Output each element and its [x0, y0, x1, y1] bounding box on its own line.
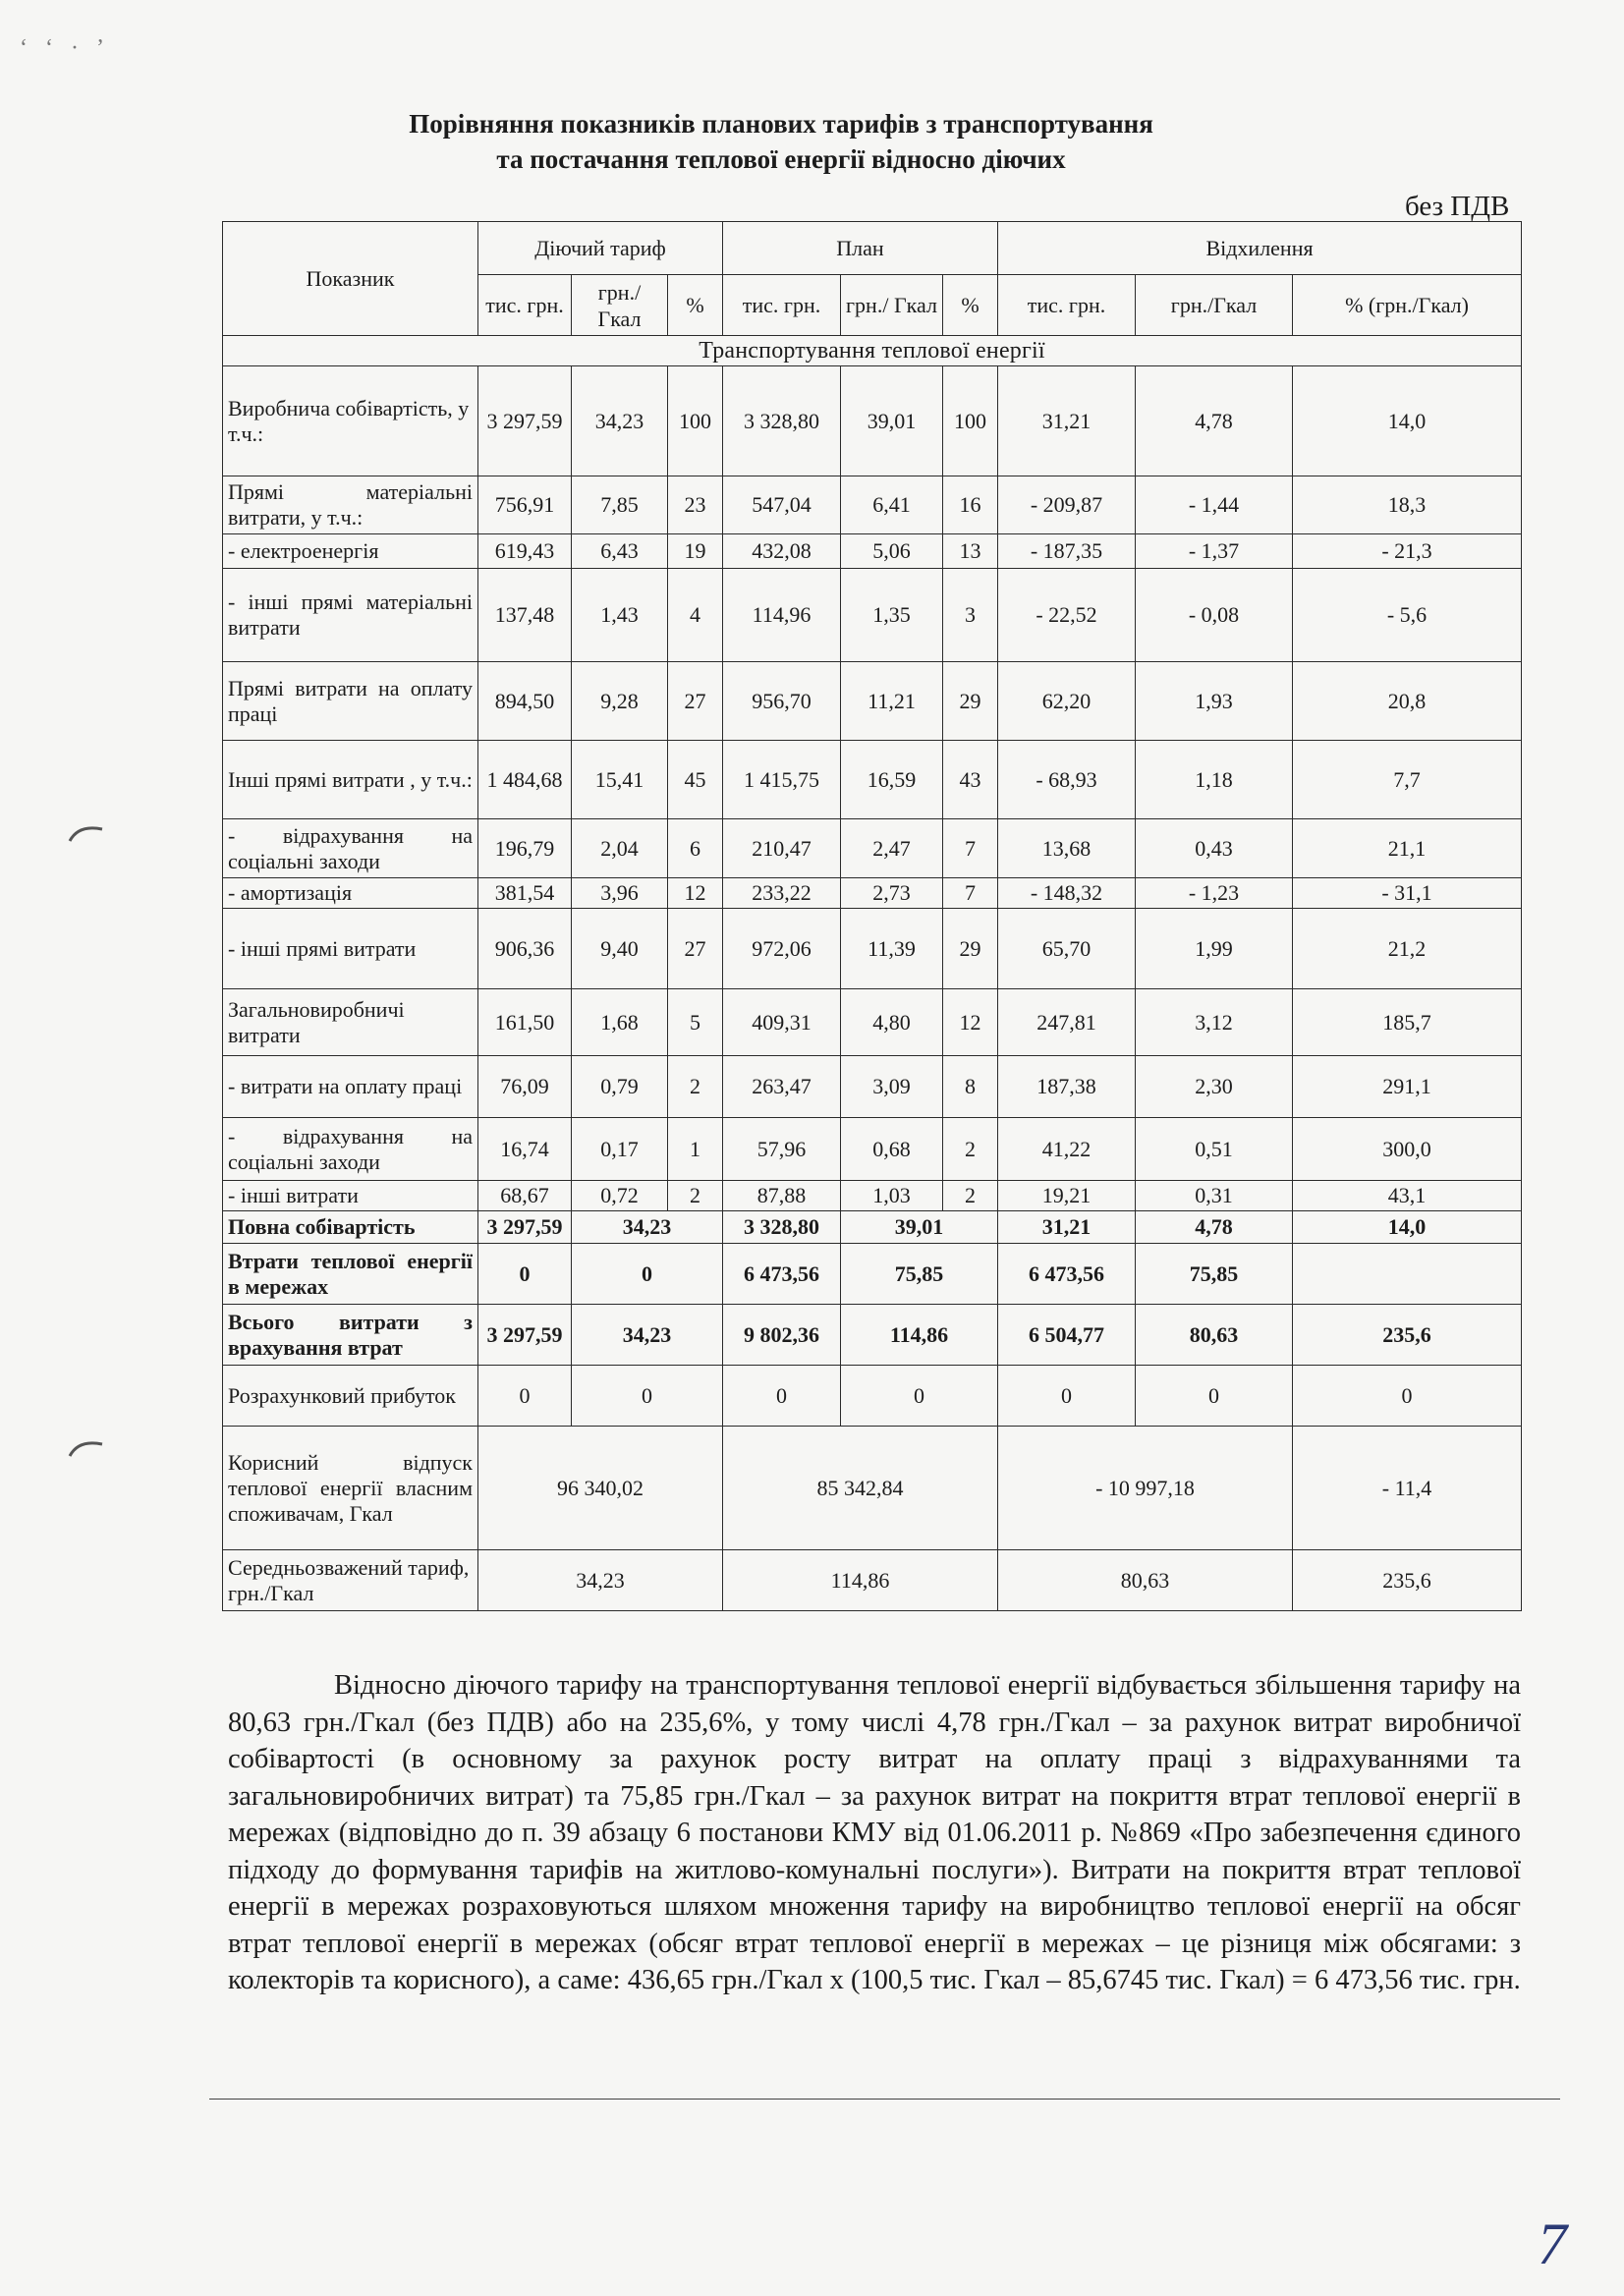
cell: 15,41	[572, 741, 668, 819]
row-label: - інші прямі витрати	[223, 909, 478, 989]
cell: 23	[668, 476, 723, 534]
section-title: Транспортування теплової енергії	[223, 336, 1522, 366]
cell: 196,79	[478, 819, 572, 878]
header-plan: План	[723, 222, 998, 275]
header-deviation: Відхилення	[998, 222, 1522, 275]
cell: 7	[943, 819, 998, 878]
cell: 0,17	[572, 1118, 668, 1181]
cell: - 1,37	[1136, 534, 1293, 569]
cell: 14,0	[1293, 366, 1522, 476]
table-row	[223, 366, 1522, 476]
cell: 1,93	[1136, 662, 1293, 741]
cell: 9,40	[572, 909, 668, 989]
cell: - 22,52	[998, 569, 1136, 662]
cell: 0,72	[572, 1181, 668, 1211]
cell: 96 340,02	[478, 1427, 723, 1550]
cell: 1,99	[1136, 909, 1293, 989]
row-label: - інші витрати	[223, 1181, 478, 1211]
cell: 29	[943, 662, 998, 741]
cell: 12	[668, 878, 723, 909]
cell: 956,70	[723, 662, 841, 741]
cell: 137,48	[478, 569, 572, 662]
table-row	[223, 741, 1522, 819]
explanation-paragraph: Відносно діючого тарифу на транспортування теплової енергії відбувається збільшення тарифу на 80,63 грн./Гкал (без ПДВ) або на 235,6%, у тому числі 4,78 грн./Гкал – за рахунок витрат виробничої собівартості (в основному за рахунок росту витрат на оплату праці з відрахуваннями та загальновиробничих витрат) та 75,85 грн./Гкал – за рахунок витрат на покриття втрат теплової енергії в мережах (відповідно до п. 39 абзацу 6 постанови КМУ від 01.06.2011 р. №869 «Про забезпечення єдиного підходу до формування тарифів на житлово-комунальні послуги»). Витрати на покриття втрат теплової енергії в мережах розраховуються шляхом множення тарифу на виробництво теплової енергії на обсяг втрат теплової енергії в мережах (обсяг втрат теплової енергії в мережах – це різниця між обсягами: з колекторів та корисного), а саме: 436,65 грн./Гкал х (100,5 тис. Гкал – 85,6745 тис. Гкал) = 6 473,56 тис. грн.	[228, 1670, 1521, 1995]
cell: 31,21	[998, 366, 1136, 476]
table-row	[223, 534, 1522, 569]
row-label: - відрахування на соціальні заходи	[223, 1118, 478, 1181]
row-label: Виробнича собівартість, у т.ч.:	[223, 366, 478, 476]
cell: 263,47	[723, 1056, 841, 1118]
cell: 20,8	[1293, 662, 1522, 741]
table-row	[223, 819, 1522, 878]
cell: 2	[943, 1181, 998, 1211]
cell: 291,1	[1293, 1056, 1522, 1118]
cell: - 209,87	[998, 476, 1136, 534]
table-row	[223, 989, 1522, 1056]
cell: 2,47	[841, 819, 943, 878]
cell: 3,12	[1136, 989, 1293, 1056]
cell: 75,85	[1136, 1244, 1293, 1305]
cell: 39,01	[841, 1211, 998, 1244]
cell: 0,43	[1136, 819, 1293, 878]
cell: 65,70	[998, 909, 1136, 989]
cell	[1293, 1244, 1522, 1305]
row-label: - електроенергія	[223, 534, 478, 569]
cell: 0,31	[1136, 1181, 1293, 1211]
cell: 80,63	[998, 1550, 1293, 1611]
cell: 18,3	[1293, 476, 1522, 534]
cell: - 1,44	[1136, 476, 1293, 534]
cell: - 5,6	[1293, 569, 1522, 662]
cell: 3 297,59	[478, 366, 572, 476]
row-label: Загальновиробничі витрати	[223, 989, 478, 1056]
cell: - 21,3	[1293, 534, 1522, 569]
cell: 0	[478, 1366, 572, 1427]
cell: 381,54	[478, 878, 572, 909]
cell: 62,20	[998, 662, 1136, 741]
cell: 4,78	[1136, 366, 1293, 476]
tariff-comparison-table	[222, 221, 1522, 1611]
cell: 1 484,68	[478, 741, 572, 819]
cell: 114,86	[723, 1550, 998, 1611]
table-row	[223, 1118, 1522, 1181]
cell: 0	[1293, 1366, 1522, 1427]
page-number: 7	[1538, 2212, 1567, 2276]
cell: 3	[943, 569, 998, 662]
title-line-1: Порівняння показників планових тарифів з транспортування	[409, 109, 1153, 139]
header-plan-percent: %	[943, 275, 998, 336]
header-current-uah-gcal: грн./ Гкал	[572, 275, 668, 336]
cell: 235,6	[1293, 1305, 1522, 1366]
cell: 0,51	[1136, 1118, 1293, 1181]
cell: - 31,1	[1293, 878, 1522, 909]
cell: 39,01	[841, 366, 943, 476]
cell: 0,79	[572, 1056, 668, 1118]
cell: 34,23	[478, 1550, 723, 1611]
cell: 247,81	[998, 989, 1136, 1056]
cell: 16	[943, 476, 998, 534]
cell: 547,04	[723, 476, 841, 534]
summary-row	[223, 1305, 1522, 1366]
cell: - 1,23	[1136, 878, 1293, 909]
cell: 43	[943, 741, 998, 819]
header-plan-thous-uah: тис. грн.	[723, 275, 841, 336]
header-current-thous-uah: тис. грн.	[478, 275, 572, 336]
cell: 409,31	[723, 989, 841, 1056]
cell: 13,68	[998, 819, 1136, 878]
cell: 6 473,56	[998, 1244, 1136, 1305]
cell: 6 504,77	[998, 1305, 1136, 1366]
cell: 0	[1136, 1366, 1293, 1427]
cell: 7,85	[572, 476, 668, 534]
punch-hole-mark-icon	[67, 1436, 106, 1458]
cell: 2	[943, 1118, 998, 1181]
header-dev-uah-gcal: грн./Гкал	[1136, 275, 1293, 336]
cell: 756,91	[478, 476, 572, 534]
cell: 1	[668, 1118, 723, 1181]
cell: - 187,35	[998, 534, 1136, 569]
cell: 235,6	[1293, 1550, 1522, 1611]
weighted-tariff-row	[223, 1550, 1522, 1611]
cell: 114,96	[723, 569, 841, 662]
cell: 75,85	[841, 1244, 998, 1305]
cell: 185,7	[1293, 989, 1522, 1056]
row-label: Всього витрати з врахування втрат	[223, 1305, 478, 1366]
table-row	[223, 1056, 1522, 1118]
cell: 0	[572, 1244, 723, 1305]
cell: 233,22	[723, 878, 841, 909]
cell: 1,43	[572, 569, 668, 662]
cell: 12	[943, 989, 998, 1056]
cell: 21,1	[1293, 819, 1522, 878]
cell: 4	[668, 569, 723, 662]
scan-artifact-marks: ‘ ‘ · ’	[20, 35, 110, 61]
row-label: - інші прямі матеріальні витрати	[223, 569, 478, 662]
cell: 87,88	[723, 1181, 841, 1211]
bottom-rule	[209, 2099, 1560, 2100]
header-current-percent: %	[668, 275, 723, 336]
cell: 210,47	[723, 819, 841, 878]
cell: 1,35	[841, 569, 943, 662]
cell: 972,06	[723, 909, 841, 989]
cell: 6 473,56	[723, 1244, 841, 1305]
cell: - 10 997,18	[998, 1427, 1293, 1550]
cell: 0	[841, 1366, 998, 1427]
cell: 11,21	[841, 662, 943, 741]
row-label: Інші прямі витрати , у т.ч.:	[223, 741, 478, 819]
summary-row	[223, 1366, 1522, 1427]
cell: 1,68	[572, 989, 668, 1056]
cell: 29	[943, 909, 998, 989]
cell: 3 297,59	[478, 1305, 572, 1366]
header-current-tariff: Діючий тариф	[478, 222, 723, 275]
cell: - 0,08	[1136, 569, 1293, 662]
cell: - 148,32	[998, 878, 1136, 909]
cell: 4,80	[841, 989, 943, 1056]
cell: 432,08	[723, 534, 841, 569]
vat-note: без ПДВ	[1405, 191, 1510, 222]
cell: 2,30	[1136, 1056, 1293, 1118]
title-line-2: та постачання теплової енергії відносно діючих	[496, 144, 1066, 174]
cell: 85 342,84	[723, 1427, 998, 1550]
cell: 2	[668, 1181, 723, 1211]
cell: - 11,4	[1293, 1427, 1522, 1550]
cell: 0	[998, 1366, 1136, 1427]
punch-hole-mark-icon	[67, 821, 106, 843]
cell: 3,09	[841, 1056, 943, 1118]
row-label: - витрати на оплату праці	[223, 1056, 478, 1118]
cell: 27	[668, 662, 723, 741]
cell: 34,23	[572, 1211, 723, 1244]
row-label: Прямі матеріальні витрати, у т.ч.:	[223, 476, 478, 534]
cell: 7,7	[1293, 741, 1522, 819]
cell: 34,23	[572, 366, 668, 476]
cell: 43,1	[1293, 1181, 1522, 1211]
cell: 9,28	[572, 662, 668, 741]
row-label: Корисний відпуск теплової енергії власним споживачам, Гкал	[223, 1427, 478, 1550]
header-dev-percent: % (грн./Гкал)	[1293, 275, 1522, 336]
cell: 0	[723, 1366, 841, 1427]
cell: 27	[668, 909, 723, 989]
cell: 3 297,59	[478, 1211, 572, 1244]
cell: 7	[943, 878, 998, 909]
cell: 0	[572, 1366, 723, 1427]
table-row	[223, 1181, 1522, 1211]
cell: 5,06	[841, 534, 943, 569]
cell: 11,39	[841, 909, 943, 989]
cell: 80,63	[1136, 1305, 1293, 1366]
cell: 2,73	[841, 878, 943, 909]
cell: 2,04	[572, 819, 668, 878]
cell: 14,0	[1293, 1211, 1522, 1244]
summary-row	[223, 1244, 1522, 1305]
row-label: Розрахунковий прибуток	[223, 1366, 478, 1427]
summary-row	[223, 1211, 1522, 1244]
cell: 19,21	[998, 1181, 1136, 1211]
cell: 906,36	[478, 909, 572, 989]
cell: 19	[668, 534, 723, 569]
table-row	[223, 476, 1522, 534]
cell: 894,50	[478, 662, 572, 741]
cell: 3 328,80	[723, 366, 841, 476]
row-label: Втрати теплової енергії в мережах	[223, 1244, 478, 1305]
volume-row	[223, 1427, 1522, 1550]
row-label: - амортизація	[223, 878, 478, 909]
document-title	[226, 106, 1336, 177]
row-label: Прямі витрати на оплату праці	[223, 662, 478, 741]
cell: 31,21	[998, 1211, 1136, 1244]
cell: 13	[943, 534, 998, 569]
cell: 6,43	[572, 534, 668, 569]
cell: 41,22	[998, 1118, 1136, 1181]
cell: 114,86	[841, 1305, 998, 1366]
cell: 6,41	[841, 476, 943, 534]
cell: 1,18	[1136, 741, 1293, 819]
table-row	[223, 569, 1522, 662]
cell: 76,09	[478, 1056, 572, 1118]
cell: 5	[668, 989, 723, 1056]
cell: 6	[668, 819, 723, 878]
cell: 100	[943, 366, 998, 476]
cell: 100	[668, 366, 723, 476]
header-indicator: Показник	[223, 222, 478, 336]
cell: 34,23	[572, 1305, 723, 1366]
cell: 619,43	[478, 534, 572, 569]
cell: 3,96	[572, 878, 668, 909]
table-row	[223, 878, 1522, 909]
header-plan-uah-gcal: грн./ Гкал	[841, 275, 943, 336]
row-label: - відрахування на соціальні заходи	[223, 819, 478, 878]
cell: 187,38	[998, 1056, 1136, 1118]
table-row	[223, 662, 1522, 741]
header-dev-thous-uah: тис. грн.	[998, 275, 1136, 336]
cell: 300,0	[1293, 1118, 1522, 1181]
table-row	[223, 909, 1522, 989]
cell: 68,67	[478, 1181, 572, 1211]
cell: 2	[668, 1056, 723, 1118]
cell: 3 328,80	[723, 1211, 841, 1244]
cell: 0	[478, 1244, 572, 1305]
cell: 16,74	[478, 1118, 572, 1181]
row-label: Повна собівартість	[223, 1211, 478, 1244]
cell: - 68,93	[998, 741, 1136, 819]
cell: 21,2	[1293, 909, 1522, 989]
cell: 1,03	[841, 1181, 943, 1211]
cell: 0,68	[841, 1118, 943, 1181]
cell: 8	[943, 1056, 998, 1118]
cell: 57,96	[723, 1118, 841, 1181]
cell: 4,78	[1136, 1211, 1293, 1244]
cell: 161,50	[478, 989, 572, 1056]
cell: 1 415,75	[723, 741, 841, 819]
cell: 9 802,36	[723, 1305, 841, 1366]
cell: 16,59	[841, 741, 943, 819]
cell: 45	[668, 741, 723, 819]
row-label: Середньозважений тариф, грн./Гкал	[223, 1550, 478, 1611]
